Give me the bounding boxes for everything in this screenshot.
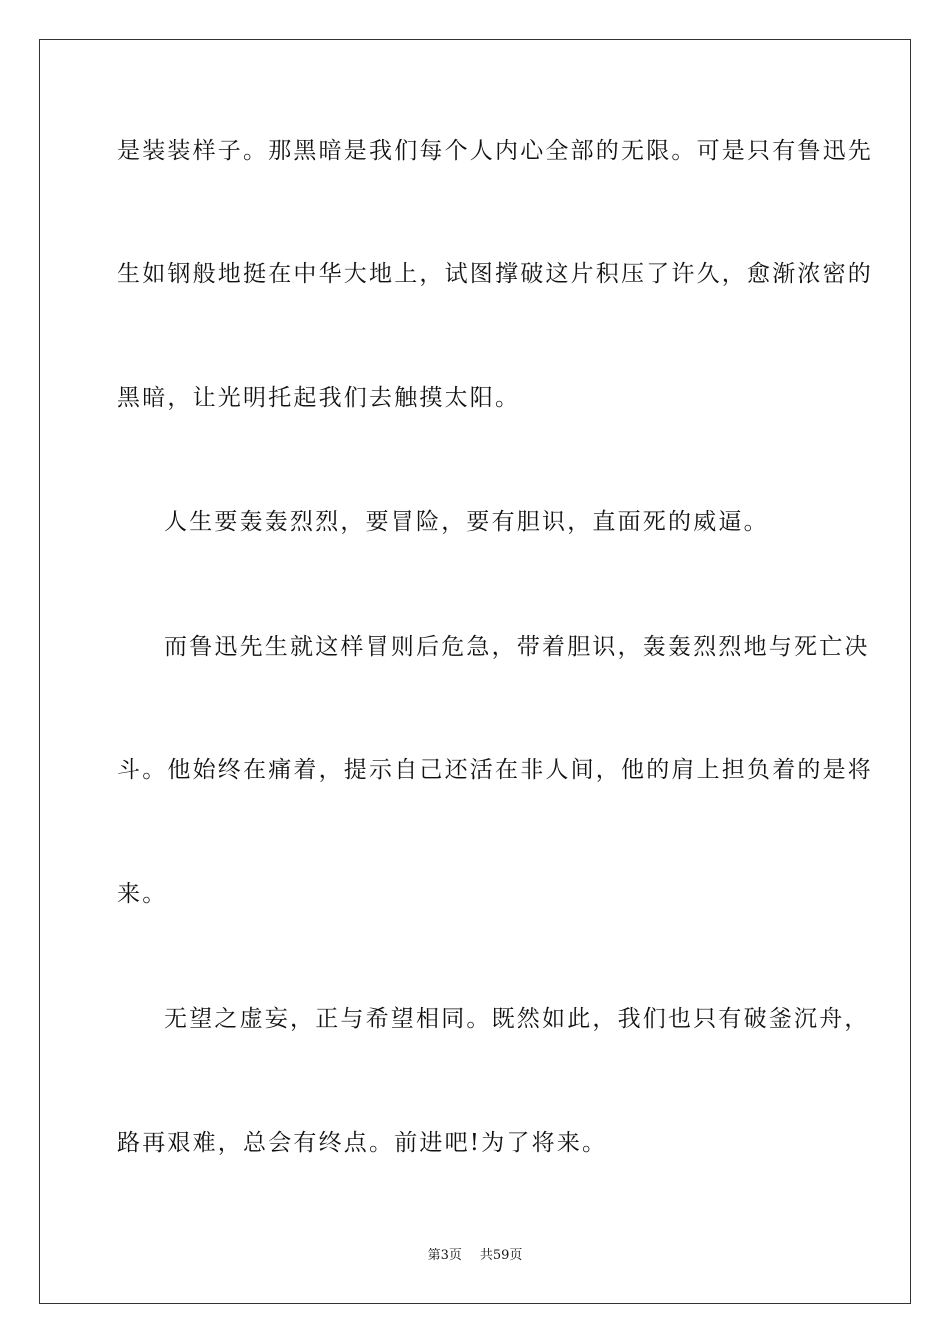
text-line: 路再艰难，总会有终点。前进吧!为了将来。	[117, 1130, 608, 1156]
text-line: 来。	[117, 881, 168, 907]
paragraph-start-line: 无望之虚妄，正与希望相同。既然如此，我们也只有破釜沉舟，	[164, 1006, 870, 1032]
text-line: 黑暗，让光明托起我们去触摸太阳。	[117, 385, 521, 411]
paragraph-start-line: 人生要轰轰烈烈，要冒险，要有胆识，直面死的威逼。	[164, 509, 769, 535]
page-number: 第3页	[427, 1248, 462, 1263]
page-footer	[0, 1247, 950, 1265]
page-total: 共59页	[479, 1248, 523, 1263]
text-line: 是装装样子。那黑暗是我们每个人内心全部的无限。可是只有鲁迅先	[117, 138, 873, 164]
text-line: 斗。他始终在痛着，提示自己还活在非人间，他的肩上担负着的是将	[117, 757, 873, 783]
paragraph-start-line: 而鲁迅先生就这样冒则后危急，带着胆识，轰轰烈烈地与死亡决	[164, 634, 870, 660]
page-border	[39, 39, 911, 1304]
text-line: 生如钢般地挺在中华大地上，试图撑破这片积压了许久，愈渐浓密的	[117, 261, 873, 287]
